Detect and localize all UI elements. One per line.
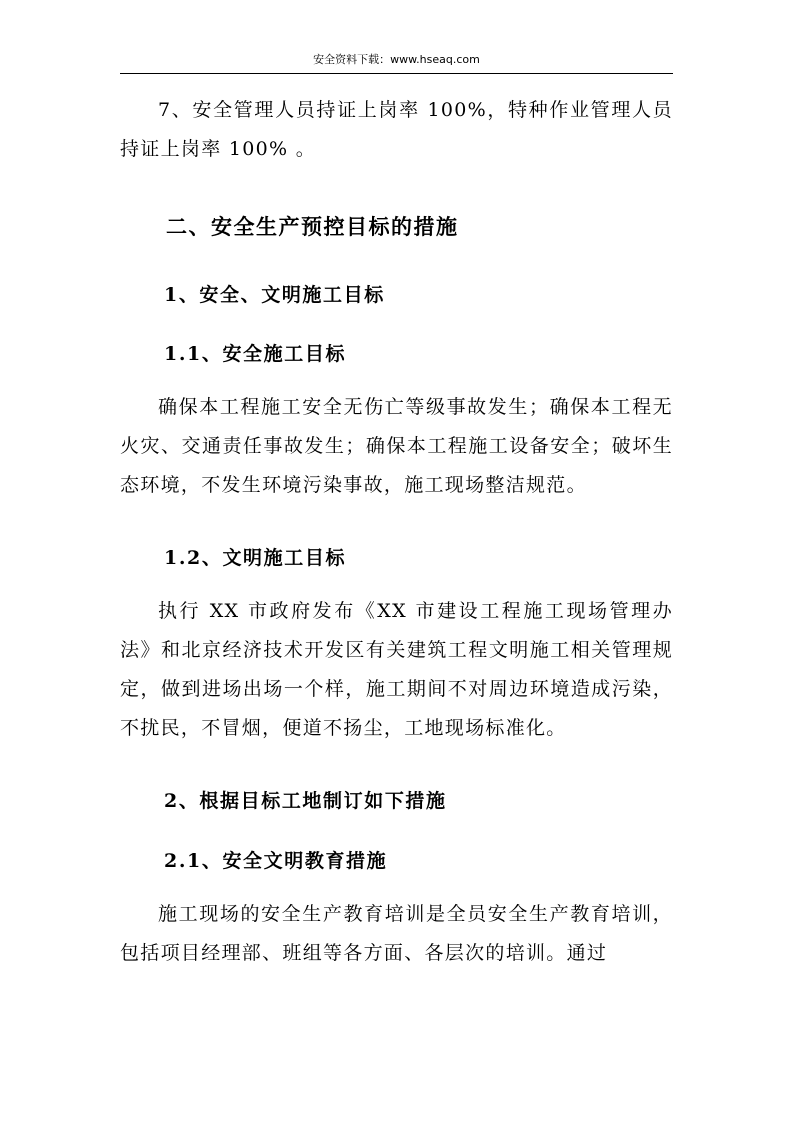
header-divider xyxy=(120,73,673,74)
paragraph-item-7: 7、安全管理人员持证上岗率 100%，特种作业管理人员持证上岗率 100% 。 xyxy=(120,99,673,160)
heading-1-2: 1.2、文明施工目标 xyxy=(164,547,347,569)
heading-2-1: 2.1、安全文明教育措施 xyxy=(164,850,388,872)
page-header: 安全资料下载：www.hseaq.com xyxy=(313,53,480,66)
heading-2: 2、根据目标工地制订如下措施 xyxy=(164,790,447,812)
section-heading-2: 二、安全生产预控目标的措施 xyxy=(166,214,459,239)
heading-1-1: 1.1、安全施工目标 xyxy=(164,343,347,365)
heading-1: 1、安全、文明施工目标 xyxy=(164,284,385,306)
paragraph-2-1: 施工现场的安全生产教育培训是全员安全生产教育培训，包括项目经理部、班组等各方面、各层次的培训。通过 xyxy=(120,903,673,964)
paragraph-1-2: 执行 XX 市政府发布《XX 市建设工程施工现场管理办法》和北京经济技术开发区有关建筑工程文明施工相关管理规定，做到进场出场一个样，施工期间不对周边环境造成污染，不扰民，不冒烟，便道不扬尘，工地现场标准化。 xyxy=(120,600,673,739)
paragraph-1-1: 确保本工程施工安全无伤亡等级事故发生；确保本工程无火灾、交通责任事故发生；确保本工程施工设备安全；破坏生态环境，不发生环境污染事故，施工现场整洁规范。 xyxy=(120,396,673,496)
